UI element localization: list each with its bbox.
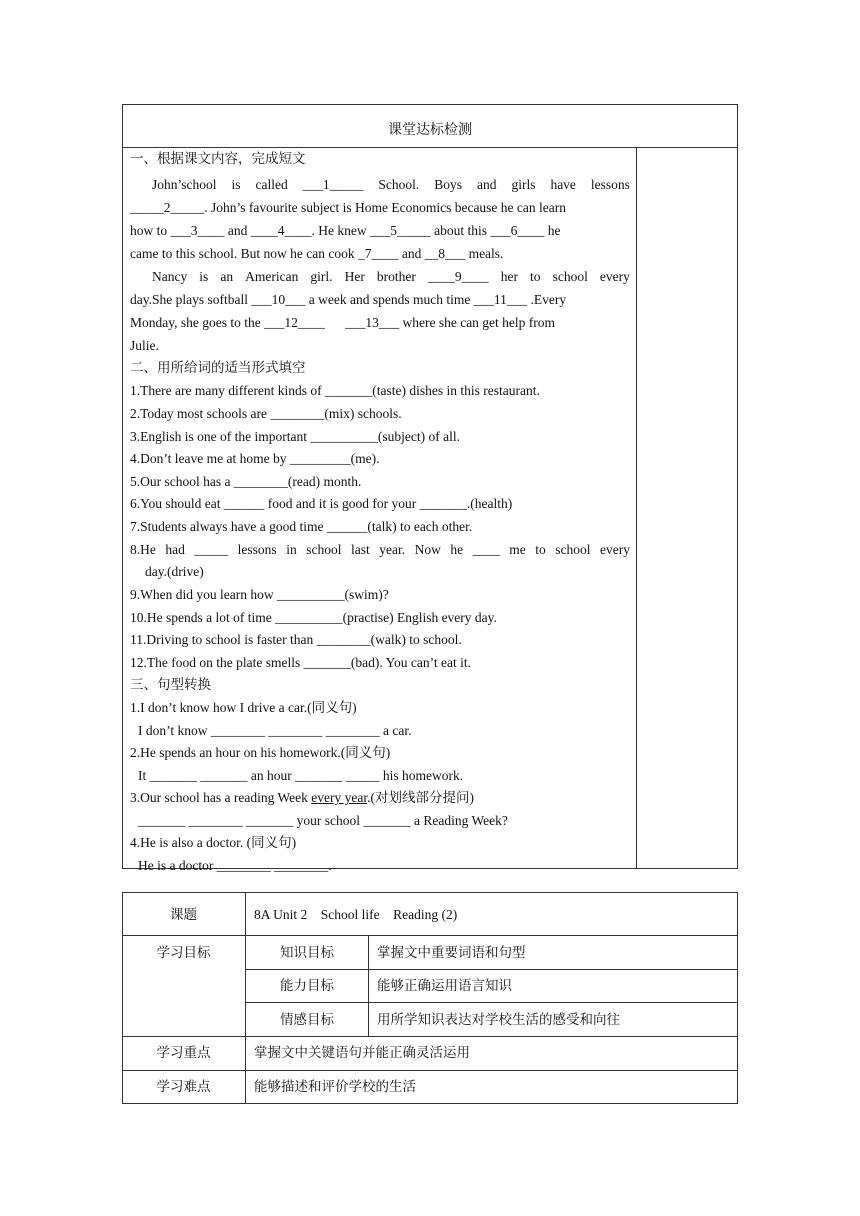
word: last	[351, 542, 370, 557]
word: every	[600, 542, 630, 557]
word: he	[450, 542, 464, 557]
word: is	[231, 177, 241, 192]
question-3-2-answer: It _______ _______ an hour _______ _____ his homework.	[138, 768, 464, 783]
blank: _____	[194, 542, 229, 557]
passage-1-line-1	[152, 176, 630, 194]
goal-knowledge-label: 知识目标	[280, 945, 334, 960]
passage-2-line-1	[152, 268, 630, 286]
question-2-1: 1.There are many different kinds of _______(taste) dishes in this restaurant.	[130, 383, 540, 398]
word: lessons	[590, 177, 630, 192]
word: an	[220, 269, 234, 284]
passage-2-line-3: Monday, she goes to the ___12____ ___13___ where she can get help from	[130, 315, 556, 330]
question-2-3: 3.English is one of the important __________(subject) of all.	[130, 429, 460, 444]
word: me	[509, 542, 526, 557]
passage-2-line-2: day.She plays softball ___10___ a week and spends much time ___11___ .Every	[130, 292, 567, 307]
word: year.	[379, 542, 406, 557]
question-instruction: .(对划线部分提问)	[367, 790, 474, 805]
word: every	[599, 269, 630, 284]
difficulties-value: 能够描述和评价学校的生活	[254, 1079, 416, 1094]
word: is	[199, 269, 209, 284]
section-3-title: 三、句型转换	[130, 677, 211, 692]
question-3-2: 2.He spends an hour on his homework.(同义句)	[130, 745, 391, 760]
topic-value: 8A Unit 2 School life Reading (2)	[254, 907, 458, 922]
word: Boys	[434, 177, 463, 192]
word: have	[550, 177, 576, 192]
underlined-phrase: every year	[311, 790, 368, 805]
question-2-2: 2.Today most schools are ________(mix) schools.	[130, 406, 402, 421]
key-points-label: 学习重点	[156, 1045, 211, 1060]
question-3-4-answer: He is a doctor ________ ________.	[138, 858, 332, 873]
word: lessons	[237, 542, 277, 557]
word: Now	[414, 542, 441, 557]
row-divider	[245, 1002, 738, 1003]
exercise-table	[122, 104, 738, 873]
word: Her	[344, 269, 365, 284]
exercise-header: 课堂达标检测	[388, 123, 472, 138]
word: School.	[378, 177, 420, 192]
passage-1-line-2: _____2_____. John’s favourite subject is Home Economics because he can learn	[130, 200, 567, 215]
lesson-info-table	[122, 892, 738, 1104]
goal-emotion-label: 情感目标	[280, 1012, 334, 1027]
word: called	[255, 177, 288, 192]
blank: ____	[472, 542, 500, 557]
column-divider	[636, 147, 637, 869]
goal-emotion-value: 用所学知识表达对学校生活的感受和向往	[377, 1012, 620, 1027]
word: girls	[511, 177, 536, 192]
question-2-10: 10.He spends a lot of time __________(practise) English every day.	[130, 610, 497, 625]
word: school	[306, 542, 342, 557]
topic-label: 课题	[170, 907, 197, 922]
question-3-4: 4.He is also a doctor. (同义句)	[130, 835, 297, 850]
question-3-1-answer: I don’t know ________ ________ ________ a car.	[138, 723, 412, 738]
passage-1-line-3: how to ___3____ and ____4____. He knew ___5_____ about this ___6____ he	[130, 223, 561, 238]
section-1-title: 一、根据课文内容，完成短文	[130, 151, 306, 166]
question-2-8-cont: day.(drive)	[145, 564, 204, 579]
question-3-1: 1.I don’t know how I drive a car.(同义句)	[130, 700, 357, 715]
blank-1: ___1_____	[302, 177, 364, 192]
question-2-6: 6.You should eat ______ food and it is good for your _______.(health)	[130, 496, 513, 511]
word: school	[552, 269, 588, 284]
word: school	[555, 542, 591, 557]
word: and	[476, 177, 497, 192]
passage-2-line-4: Julie.	[130, 338, 159, 353]
question-2-5: 5.Our school has a ________(read) month.	[130, 474, 362, 489]
row-divider	[122, 1070, 738, 1071]
exercise-content	[130, 150, 630, 873]
key-points-value: 掌握文中关键语句并能正确灵活运用	[254, 1045, 470, 1060]
row-divider	[122, 1036, 738, 1037]
word: to	[530, 269, 541, 284]
word: 8.He	[130, 542, 156, 557]
col-divider	[368, 935, 369, 1036]
question-2-11: 11.Driving to school is faster than ________(walk) to school.	[130, 632, 462, 647]
question-2-7: 7.Students always have a good time ______(talk) to each other.	[130, 519, 473, 534]
question-3-3	[130, 789, 474, 807]
word: girl.	[310, 269, 333, 284]
question-3-3-answer: _______ ________ _______ your school _______ a Reading Week?	[138, 813, 508, 828]
question-2-12: 12.The food on the plate smells _______(bad). You can’t eat it.	[130, 655, 471, 670]
goal-ability-value: 能够正确运用语言知识	[377, 978, 512, 993]
header-divider	[122, 147, 738, 148]
row-divider	[245, 969, 738, 970]
word: Nancy	[152, 269, 188, 284]
question-text: 3.Our school has a reading Week	[130, 790, 312, 805]
goals-label: 学习目标	[156, 945, 211, 960]
word: her	[500, 269, 518, 284]
word: had	[165, 542, 185, 557]
row-divider	[122, 935, 738, 936]
goal-knowledge-value: 掌握文中重要词语和句型	[377, 945, 526, 960]
word: brother	[376, 269, 416, 284]
word: to	[535, 542, 546, 557]
blank-9: ____9____	[427, 269, 489, 284]
goal-ability-label: 能力目标	[280, 978, 334, 993]
passage-1-line-4: came to this school. But now he can cook _7____ and __8___ meals.	[130, 246, 504, 261]
col-divider	[245, 892, 246, 1104]
question-2-4: 4.Don’t leave me at home by _________(me).	[130, 451, 380, 466]
word: in	[286, 542, 297, 557]
word: American	[245, 269, 299, 284]
question-2-8	[130, 541, 630, 559]
section-2-title: 二、用所给词的适当形式填空	[130, 360, 306, 375]
word: John’school	[152, 177, 217, 192]
difficulties-label: 学习难点	[156, 1079, 211, 1094]
question-2-9: 9.When did you learn how __________(swim)?	[130, 587, 389, 602]
